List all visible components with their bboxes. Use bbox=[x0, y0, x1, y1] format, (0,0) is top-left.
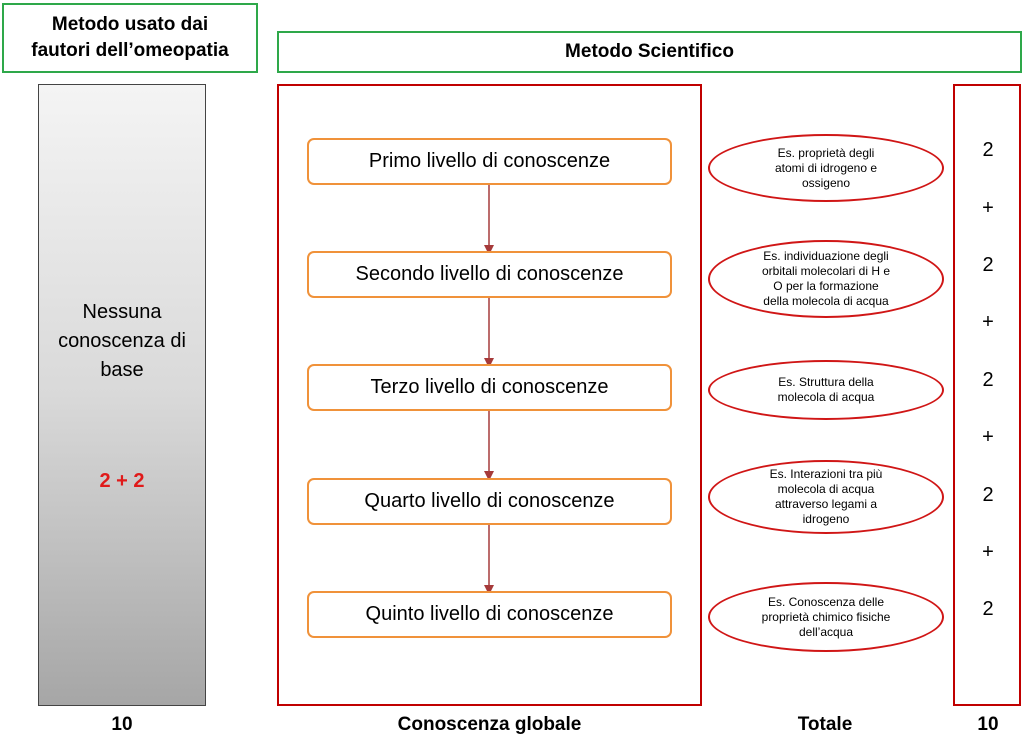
level-box-4: Quarto livello di conoscenze bbox=[307, 478, 672, 525]
right-header-text: Metodo Scientifico bbox=[565, 41, 734, 62]
example-oval-5: Es. Conoscenza delle proprietà chimico fisiche dell’acqua bbox=[708, 582, 944, 652]
example-oval-2: Es. individuazione degli orbitali molecolari di H e O per la formazione della molecola di acqua bbox=[708, 240, 944, 318]
total-plus: + bbox=[982, 311, 994, 333]
total-value: 2 bbox=[982, 484, 994, 506]
total-value: 2 bbox=[982, 598, 994, 620]
left-header-text: Metodo usato dai fautori dell’omeopatia bbox=[31, 14, 229, 61]
left-bar-score: 2 + 2 bbox=[99, 470, 145, 492]
total-plus: + bbox=[982, 426, 994, 448]
right-footer-total: 10 bbox=[977, 714, 999, 735]
total-value: 2 bbox=[982, 139, 994, 161]
left-bar-text: Nessuna conoscenza di base bbox=[58, 301, 186, 381]
level-box-3: Terzo livello di conoscenze bbox=[307, 364, 672, 411]
total-value: 2 bbox=[982, 369, 994, 391]
example-oval-3: Es. Struttura della molecola di acqua bbox=[708, 360, 944, 420]
global-knowledge-label: Conoscenza globale bbox=[397, 714, 582, 735]
level-box-2: Secondo livello di conoscenze bbox=[307, 251, 672, 298]
level-box-1: Primo livello di conoscenze bbox=[307, 138, 672, 185]
total-plus: + bbox=[982, 541, 994, 563]
left-footer-total: 10 bbox=[111, 714, 133, 735]
example-oval-1: Es. proprietà degli atomi di idrogeno e ossigeno bbox=[708, 134, 944, 202]
total-plus: + bbox=[982, 197, 994, 219]
total-value: 2 bbox=[982, 254, 994, 276]
example-oval-4: Es. Interazioni tra più molecola di acqua attraverso legami a idrogeno bbox=[708, 460, 944, 534]
totale-label: Totale bbox=[797, 714, 853, 735]
level-box-5: Quinto livello di conoscenze bbox=[307, 591, 672, 638]
